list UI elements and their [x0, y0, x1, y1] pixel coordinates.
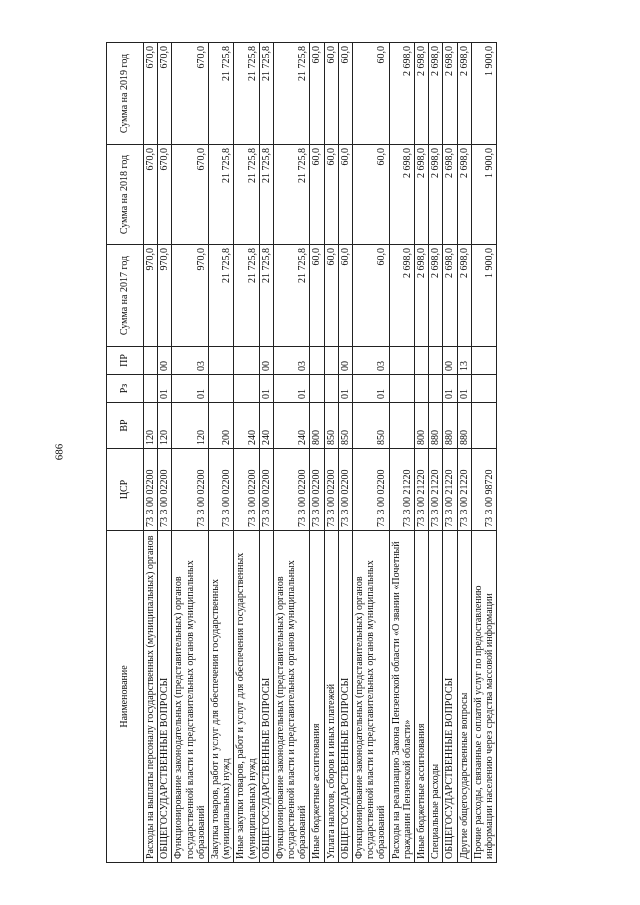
cell-2018: 21 725,8	[273, 145, 310, 245]
cell-pr: 03	[273, 347, 310, 375]
table-row	[443, 43, 457, 863]
table-row	[471, 43, 496, 863]
cell-name: Иные бюджетные ассигнования	[310, 531, 324, 863]
cell-2018: 60,0	[338, 145, 352, 245]
cell-2018: 21 725,8	[234, 145, 259, 245]
cell-vr: 850	[338, 403, 352, 449]
cell-csr: 73 3 00 02200	[273, 449, 310, 531]
cell-pr: 03	[172, 347, 209, 375]
cell-rz	[310, 375, 324, 403]
cell-2017: 1 900,0	[471, 245, 496, 347]
cell-vr: 120	[158, 403, 172, 449]
cell-rz	[429, 375, 443, 403]
cell-csr: 73 3 00 21220	[389, 449, 414, 531]
cell-pr	[144, 347, 158, 375]
cell-2019: 2 698,0	[389, 43, 414, 145]
cell-csr: 73 3 00 02200	[158, 449, 172, 531]
cell-2019: 60,0	[324, 43, 338, 145]
cell-rz	[208, 375, 233, 403]
cell-vr: 850	[324, 403, 338, 449]
cell-csr: 73 3 00 02200	[144, 449, 158, 531]
table-row	[338, 43, 352, 863]
cell-2019: 60,0	[353, 43, 390, 145]
cell-2019: 21 725,8	[208, 43, 233, 145]
cell-csr: 73 3 00 21220	[414, 449, 428, 531]
table-row	[353, 43, 390, 863]
cell-name: Функционирование законодательных (представительных) органов государственной власти и представительных органов муниципальных образований	[172, 531, 209, 863]
cell-rz	[324, 375, 338, 403]
page-number-text: 686	[53, 443, 65, 461]
cell-2017: 60,0	[353, 245, 390, 347]
cell-name: Другие общегосударственные вопросы	[457, 531, 471, 863]
cell-name: ОБЩЕГОСУДАРСТВЕННЫЕ ВОПРОСЫ	[158, 531, 172, 863]
table-body	[144, 43, 497, 863]
cell-2018: 2 698,0	[443, 145, 457, 245]
cell-2019: 60,0	[310, 43, 324, 145]
cell-2019: 60,0	[338, 43, 352, 145]
cell-2018: 670,0	[144, 145, 158, 245]
table-row	[208, 43, 233, 863]
cell-name: Специальные расходы	[429, 531, 443, 863]
cell-2018: 2 698,0	[414, 145, 428, 245]
cell-rz	[234, 375, 259, 403]
cell-pr: 00	[158, 347, 172, 375]
cell-pr	[208, 347, 233, 375]
cell-2017: 970,0	[158, 245, 172, 347]
cell-vr: 850	[353, 403, 390, 449]
cell-vr: 880	[429, 403, 443, 449]
cell-csr: 73 3 00 02200	[234, 449, 259, 531]
cell-csr: 73 3 00 02200	[259, 449, 273, 531]
cell-2018: 21 725,8	[208, 145, 233, 245]
budget-table	[106, 42, 497, 863]
cell-rz: 01	[273, 375, 310, 403]
cell-2018: 2 698,0	[429, 145, 443, 245]
cell-2019: 670,0	[144, 43, 158, 145]
cell-rz: 01	[353, 375, 390, 403]
cell-2018: 21 725,8	[259, 145, 273, 245]
table-row	[457, 43, 471, 863]
cell-2019: 21 725,8	[273, 43, 310, 145]
cell-pr: 00	[338, 347, 352, 375]
cell-2017: 2 698,0	[389, 245, 414, 347]
cell-pr: 13	[457, 347, 471, 375]
cell-2019: 2 698,0	[443, 43, 457, 145]
cell-name: Расходы на реализацию Закона Пензенской области «О звании «Почетный гражданин Пензенской области»	[389, 531, 414, 863]
header-2018: Сумма на 2018 год	[107, 145, 144, 245]
table-header-row	[107, 43, 144, 863]
cell-name: ОБЩЕГОСУДАРСТВЕННЫЕ ВОПРОСЫ	[443, 531, 457, 863]
cell-vr: 120	[172, 403, 209, 449]
cell-csr: 73 3 00 02200	[208, 449, 233, 531]
cell-2018: 60,0	[310, 145, 324, 245]
cell-rz	[414, 375, 428, 403]
cell-vr: 240	[234, 403, 259, 449]
cell-2017: 2 698,0	[443, 245, 457, 347]
header-pr: ПР	[107, 347, 144, 375]
cell-pr: 00	[259, 347, 273, 375]
page-number	[49, 437, 69, 467]
header-2017: Сумма на 2017 год	[107, 245, 144, 347]
cell-vr	[389, 403, 414, 449]
table-row	[324, 43, 338, 863]
table-row	[429, 43, 443, 863]
cell-2017: 60,0	[310, 245, 324, 347]
cell-rz: 01	[338, 375, 352, 403]
cell-pr: 03	[353, 347, 390, 375]
table-row	[234, 43, 259, 863]
cell-2017: 970,0	[144, 245, 158, 347]
header-name: Наименование	[107, 531, 144, 863]
cell-2018: 2 698,0	[389, 145, 414, 245]
cell-2017: 21 725,8	[259, 245, 273, 347]
cell-csr: 73 3 00 02200	[353, 449, 390, 531]
cell-2018: 670,0	[158, 145, 172, 245]
table-row	[414, 43, 428, 863]
cell-csr: 73 3 00 21220	[429, 449, 443, 531]
cell-rz: 01	[158, 375, 172, 403]
cell-csr: 73 3 00 21220	[457, 449, 471, 531]
cell-name: ОБЩЕГОСУДАРСТВЕННЫЕ ВОПРОСЫ	[338, 531, 352, 863]
cell-rz: 01	[443, 375, 457, 403]
header-vr: ВР	[107, 403, 144, 449]
cell-name: Расходы на выплаты персоналу государственных (муниципальных) органов	[144, 531, 158, 863]
cell-name: ОБЩЕГОСУДАРСТВЕННЫЕ ВОПРОСЫ	[259, 531, 273, 863]
cell-pr	[414, 347, 428, 375]
cell-2017: 21 725,8	[273, 245, 310, 347]
cell-vr: 120	[144, 403, 158, 449]
cell-vr: 880	[443, 403, 457, 449]
header-2019: Сумма на 2019 год	[107, 43, 144, 145]
header-rz: Рз	[107, 375, 144, 403]
cell-name: Функционирование законодательных (представительных) органов государственной власти и представительных органов муниципальных образований	[273, 531, 310, 863]
cell-csr: 73 3 00 02200	[310, 449, 324, 531]
cell-2017: 21 725,8	[234, 245, 259, 347]
cell-name: Прочие расходы, связанные с оплатой услуг по предоставлению информации населению через средства массовой информации	[471, 531, 496, 863]
cell-rz: 01	[172, 375, 209, 403]
table-row	[310, 43, 324, 863]
cell-2017: 2 698,0	[457, 245, 471, 347]
cell-name: Уплата налогов, сборов и иных платежей	[324, 531, 338, 863]
cell-rz: 01	[259, 375, 273, 403]
cell-2018: 2 698,0	[457, 145, 471, 245]
cell-csr: 73 3 00 02200	[338, 449, 352, 531]
cell-2017: 60,0	[324, 245, 338, 347]
table-row	[158, 43, 172, 863]
cell-csr: 73 3 00 02200	[172, 449, 209, 531]
cell-rz: 01	[457, 375, 471, 403]
cell-2018: 1 900,0	[471, 145, 496, 245]
cell-2019: 2 698,0	[457, 43, 471, 145]
cell-name: Иные закупки товаров, работ и услуг для обеспечения государственных (муниципальных) нужд	[234, 531, 259, 863]
cell-2017: 970,0	[172, 245, 209, 347]
cell-vr: 800	[310, 403, 324, 449]
cell-2019: 21 725,8	[234, 43, 259, 145]
cell-rz	[144, 375, 158, 403]
cell-2019: 1 900,0	[471, 43, 496, 145]
cell-vr	[471, 403, 496, 449]
cell-vr: 880	[457, 403, 471, 449]
rotated-page	[106, 43, 544, 863]
cell-pr	[429, 347, 443, 375]
cell-vr: 800	[414, 403, 428, 449]
cell-2018: 670,0	[172, 145, 209, 245]
cell-rz	[389, 375, 414, 403]
cell-name: Закупка товаров, работ и услуг для обеспечения государственных (муниципальных) нужд	[208, 531, 233, 863]
cell-csr: 73 3 00 98720	[471, 449, 496, 531]
cell-pr	[471, 347, 496, 375]
cell-2017: 2 698,0	[414, 245, 428, 347]
cell-pr	[389, 347, 414, 375]
cell-csr: 73 3 00 02200	[324, 449, 338, 531]
cell-name: Функционирование законодательных (представительных) органов государственной власти и представительных органов муниципальных образований	[353, 531, 390, 863]
cell-2019: 2 698,0	[429, 43, 443, 145]
cell-vr: 200	[208, 403, 233, 449]
cell-2019: 2 698,0	[414, 43, 428, 145]
cell-pr: 00	[443, 347, 457, 375]
cell-vr: 240	[273, 403, 310, 449]
cell-2018: 60,0	[353, 145, 390, 245]
table-row	[172, 43, 209, 863]
cell-2019: 21 725,8	[259, 43, 273, 145]
cell-name: Иные бюджетные ассигнования	[414, 531, 428, 863]
cell-2017: 21 725,8	[208, 245, 233, 347]
header-csr: ЦСР	[107, 449, 144, 531]
cell-vr: 240	[259, 403, 273, 449]
cell-2018: 60,0	[324, 145, 338, 245]
table-row	[389, 43, 414, 863]
table-row	[259, 43, 273, 863]
cell-pr	[310, 347, 324, 375]
cell-csr: 73 3 00 21220	[443, 449, 457, 531]
cell-2017: 60,0	[338, 245, 352, 347]
cell-2019: 670,0	[172, 43, 209, 145]
cell-2019: 670,0	[158, 43, 172, 145]
cell-rz	[471, 375, 496, 403]
cell-2017: 2 698,0	[429, 245, 443, 347]
cell-pr	[234, 347, 259, 375]
table-row	[273, 43, 310, 863]
table-row	[144, 43, 158, 863]
cell-pr	[324, 347, 338, 375]
